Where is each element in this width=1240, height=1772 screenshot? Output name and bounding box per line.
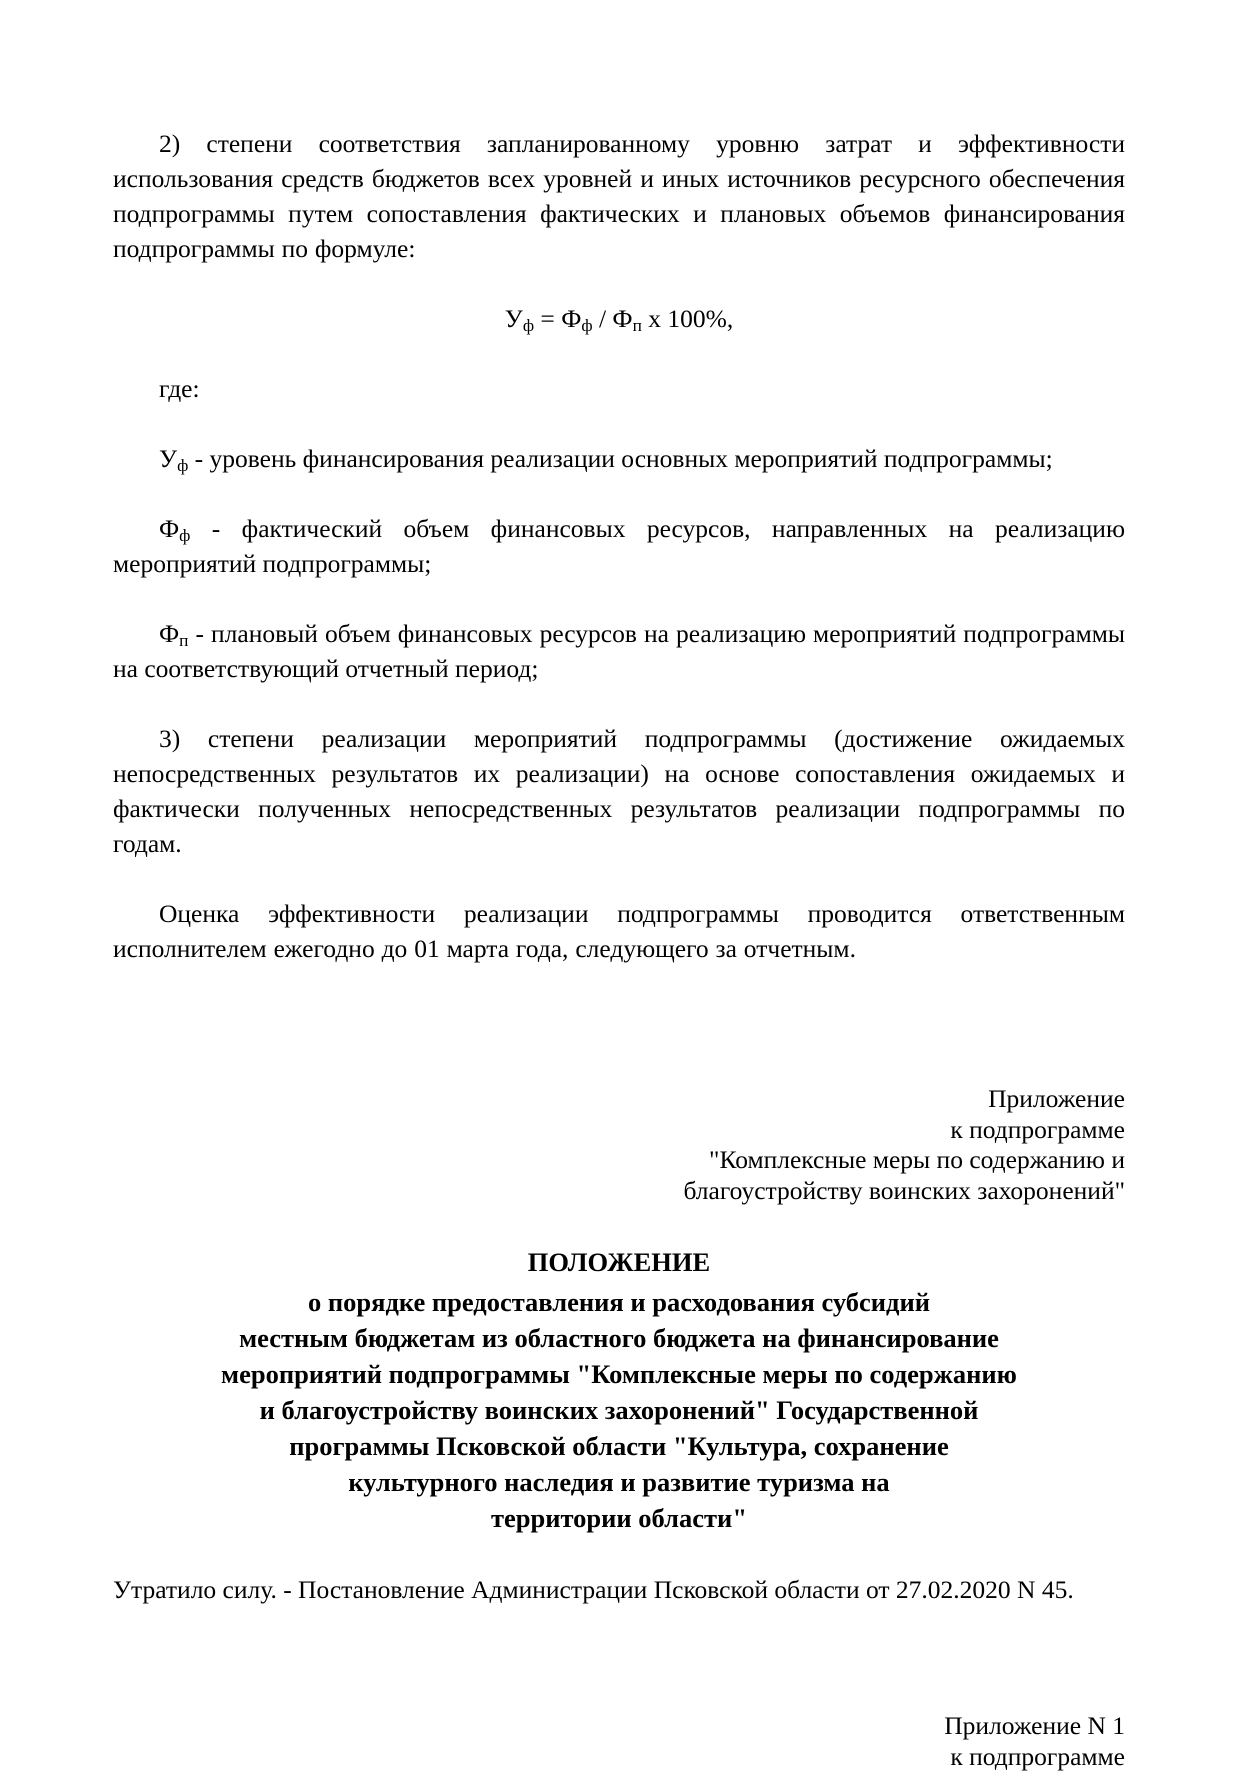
paragraph-assessment: Оценка эффективности реализации подпрограммы проводится ответственным исполнителем ежегодно до 01 марта года, следующего за отчетным. [113,896,1125,966]
vertical-spacer-2 [113,1607,1125,1711]
title-line-2: местным бюджетам из областного бюджета на финансирование [113,1320,1125,1356]
paragraph-item-3: 3) степени реализации мероприятий подпрограммы (достижение ожидаемых непосредственных результатов их реализации) на основе сопоставления ожидаемых и фактически полученных непосредственных результатов реализации подпрограммы по годам. [113,721,1125,861]
title-line-5: программы Псковской области "Культура, сохранение [113,1428,1125,1464]
definition-symbol-u-subscript: ф [177,456,188,475]
formula-denominator: Ф [612,304,632,333]
appendix-footer [113,1711,1125,1772]
definition-u-text: - уровень финансирования реализации основных мероприятий подпрограммы; [188,444,1052,473]
repealed-note: Утратило силу. - Постановление Администрации Псковской области от 27.02.2020 N 45. [113,1572,1125,1607]
appendix-header-line-2: к подпрограмме [113,1115,1125,1146]
formula-tail: x 100%, [642,304,733,333]
title-line-6: культурного наследия и развитие туризма на [113,1464,1125,1500]
document-content [113,126,1125,1772]
formula-divide: / [593,304,613,333]
vertical-spacer-1 [113,966,1125,1084]
definition-f-fact [113,511,1125,581]
appendix-header-line-4: благоустройству воинских захоронений" [113,1176,1125,1207]
title-line-3: мероприятий подпрограммы "Комплексные меры по содержанию [113,1356,1125,1392]
formula-variable-u: У [505,304,523,333]
appendix-footer-line-1: Приложение N 1 [113,1711,1125,1742]
definition-f-plan [113,616,1125,686]
formula-denominator-subscript: п [633,316,642,335]
paragraph-item-2: 2) степени соответствия запланированному уровню затрат и эффективности использования средств бюджетов всех уровней и иных источников ресурсного обеспечения подпрограммы путем сопоставления фактических и плановых объемов финансирования подпрограммы по формуле: [113,126,1125,266]
definition-symbol-f-plan: Ф [159,619,179,648]
where-label: где: [113,371,1125,406]
definition-u-fact [113,441,1125,476]
definition-symbol-f-plan-subscript: п [179,631,188,650]
formula-numerator: Ф [561,304,581,333]
page-title: ПОЛОЖЕНИЕ [113,1244,1125,1280]
definition-f-fact-text: - фактический объем финансовых ресурсов, направленных на реализацию мероприятий подпрограммы; [113,514,1125,578]
formula-equals: = [534,304,561,333]
title-line-1: о порядке предоставления и расходования субсидий [113,1284,1125,1320]
document-title-block [113,1244,1125,1536]
definition-symbol-f-fact: Ф [159,514,179,543]
appendix-header [113,1084,1125,1206]
formula-numerator-subscript: ф [581,316,592,335]
title-line-7: территории области" [113,1500,1125,1536]
title-line-4: и благоустройству воинских захоронений" Государственной [113,1392,1125,1428]
appendix-header-line-3: "Комплексные меры по содержанию и [113,1145,1125,1176]
formula-line [113,301,1125,336]
definition-f-plan-text: - плановый объем финансовых ресурсов на реализацию мероприятий подпрограммы на соответствующий отчетный период; [113,619,1125,683]
formula-variable-u-subscript: ф [523,316,534,335]
definition-symbol-f-fact-subscript: ф [179,526,190,545]
appendix-header-line-1: Приложение [113,1084,1125,1115]
appendix-footer-line-2: к подпрограмме [113,1742,1125,1772]
definition-symbol-u: У [159,444,177,473]
